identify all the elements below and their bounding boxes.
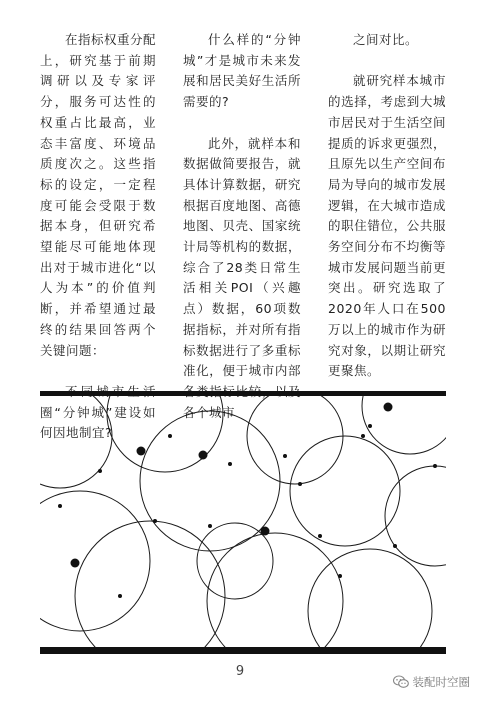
text-column-3 — [328, 30, 446, 382]
illustration-node — [318, 534, 322, 538]
illustration-node — [199, 451, 208, 460]
illustration-circle — [362, 396, 446, 454]
watermark — [393, 674, 471, 690]
illustration-node — [283, 454, 287, 458]
illustration-circle — [107, 396, 223, 472]
illustration-node — [98, 469, 102, 473]
paragraph: 此外，就样本和数据做简要报告，就具体计算数据，研究根据百度地图、高德地图、贝壳、国家统计局等机构的数据，综合了28类日常生活相关POI（兴趣点）数据，60项数据指标，并对所有指标数据进行了多重标准化，便于城市内部 各个城市 — [183, 135, 301, 420]
illustration-circle — [75, 521, 225, 647]
illustration-node — [118, 594, 122, 598]
illustration-node — [168, 434, 172, 438]
illustration-circle — [290, 436, 400, 546]
illustration-circle — [40, 491, 150, 631]
illustration-node — [393, 544, 397, 548]
illustration-node — [433, 464, 437, 468]
illustration-circle — [207, 533, 343, 647]
illustration-circle — [247, 396, 343, 484]
paragraph: 在指标权重分配上，研究基于前期调研以及专家评分，服务可达性的权重占比最高，业态丰富度、环境品质度次之。这些指标的设定，一定程度可能会受限于数据本身，但研究希望能尽可能地体现出对于城市进化“以人为本”的价值判断，并希望通过最终的结果回答两个关键问题： — [40, 32, 157, 358]
illustration-node — [228, 462, 232, 466]
illustration-node — [153, 519, 157, 523]
illustration-node — [208, 524, 212, 528]
illustration-node — [71, 559, 80, 568]
illustration-circle — [40, 396, 112, 488]
illustration-node — [384, 403, 393, 412]
text-column-2 — [183, 30, 301, 423]
illustration-node — [298, 482, 302, 486]
bottom-divider-bar — [40, 647, 446, 654]
illustration-node — [361, 434, 365, 438]
circle-network-illustration — [40, 396, 446, 647]
illustration-circle — [308, 549, 432, 647]
paragraph: 什么样的“分钟城”才是城市未来发展和居民美好生活所需要的? — [183, 32, 301, 110]
illustration-node — [261, 527, 270, 536]
text-column-1 — [40, 30, 156, 444]
illustration-circle — [197, 523, 273, 599]
paragraph: 之间对比。 — [353, 32, 419, 47]
illustration-node — [58, 504, 62, 508]
watermark-text: 装配时空圈 — [412, 675, 470, 689]
paragraph: 圈“分钟城”建设如何因地制宜? — [40, 404, 156, 441]
illustration-circle — [140, 411, 280, 551]
wechat-icon — [393, 675, 409, 689]
page-number: 9 — [235, 664, 245, 679]
illustration-node — [368, 424, 372, 428]
illustration-node — [137, 447, 146, 456]
illustration-node — [338, 574, 342, 578]
paragraph: 就研究样本城市的选择，考虑到大城市居民对于生活空间提质的诉求更强烈，且原先以生产空间布局为导向的城市发展逻辑，在大城市造成的职住错位，公共服务空间分布不均衡等城市发展问题当前更突出。研究选取了2020年人口在500万以上的城市作为研究对象，以期让研究更聚焦。 — [328, 73, 446, 379]
